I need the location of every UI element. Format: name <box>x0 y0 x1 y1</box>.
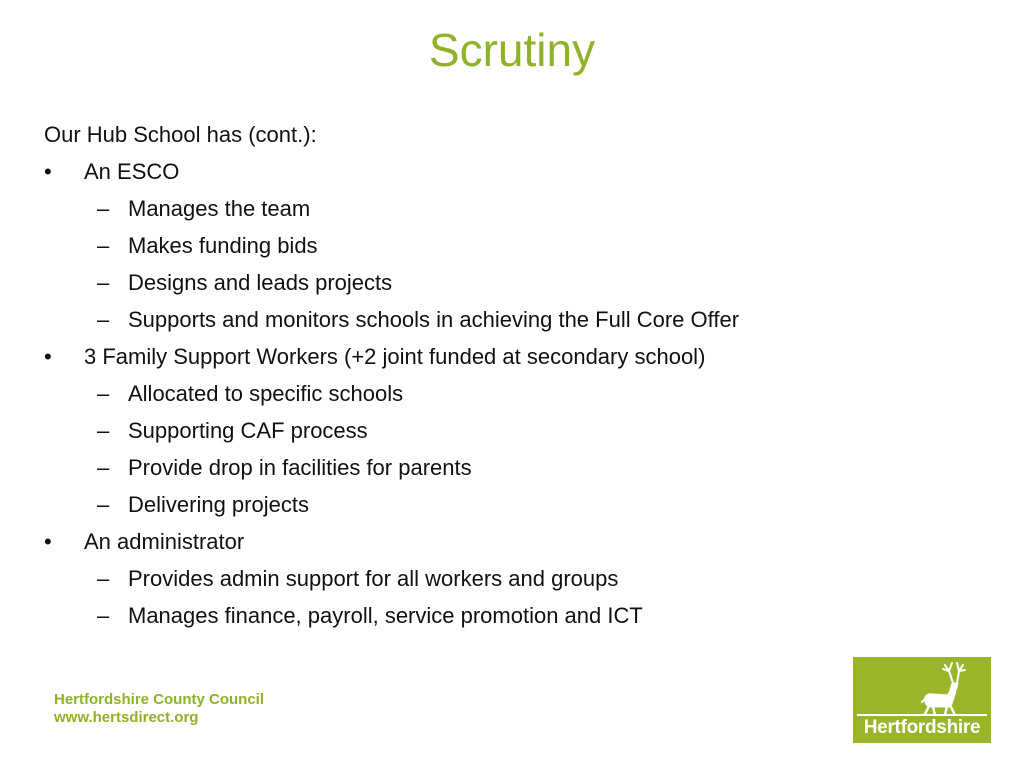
dash-marker: – <box>97 418 110 443</box>
bullet-text: 3 Family Support Workers (+2 joint funded at secondary school) <box>84 344 706 369</box>
sub-bullet-item <box>44 227 984 264</box>
dash-marker: – <box>97 455 110 480</box>
bullet-text: An ESCO <box>84 159 180 184</box>
sub-bullet-item <box>44 190 984 227</box>
slide-body <box>44 116 984 634</box>
intro-text: Our Hub School has (cont.): <box>44 122 317 147</box>
sub-bullet-text: Manages finance, payroll, service promotion and ICT <box>128 603 643 628</box>
logo-divider <box>857 714 987 716</box>
bullet-text: An administrator <box>84 529 245 554</box>
footer-org: Hertfordshire County Council <box>54 691 265 708</box>
sub-bullet-item <box>44 449 984 486</box>
slide-title: Scrutiny <box>428 24 596 76</box>
logo-wordmark: Hertfordshire <box>863 717 981 738</box>
dash-marker: – <box>97 233 110 258</box>
sub-bullet-text: Provides admin support for all workers and groups <box>128 566 619 591</box>
sub-bullet-text: Supporting CAF process <box>128 418 368 443</box>
sub-bullet-item <box>44 264 984 301</box>
intro-line <box>44 116 984 153</box>
sub-bullet-item <box>44 560 984 597</box>
hertfordshire-logo <box>853 657 991 743</box>
sub-bullet-text: Designs and leads projects <box>128 270 393 295</box>
bullet-item <box>44 338 984 375</box>
sub-bullet-item <box>44 301 984 338</box>
sub-bullet-text: Makes funding bids <box>128 233 318 258</box>
bullet-item <box>44 523 984 560</box>
sub-bullet-item <box>44 597 984 634</box>
sub-bullet-item <box>44 412 984 449</box>
dash-marker: – <box>97 307 110 332</box>
sub-bullet-item <box>44 375 984 412</box>
footer-url[interactable]: www.hertsdirect.org <box>54 709 199 726</box>
dash-marker: – <box>97 196 110 221</box>
bullet-marker: • <box>44 159 52 184</box>
sub-bullet-text: Supports and monitors schools in achieving the Full Core Offer <box>128 307 740 332</box>
bullet-marker: • <box>44 344 52 369</box>
stag-icon <box>853 657 991 717</box>
dash-marker: – <box>97 566 110 591</box>
bullet-marker: • <box>44 529 52 554</box>
dash-marker: – <box>97 492 110 517</box>
footer <box>54 691 264 727</box>
sub-bullet-item <box>44 486 984 523</box>
dash-marker: – <box>97 603 110 628</box>
bullet-item <box>44 153 984 190</box>
sub-bullet-text: Manages the team <box>128 196 311 221</box>
dash-marker: – <box>97 270 110 295</box>
sub-bullet-text: Delivering projects <box>128 492 309 517</box>
sub-bullet-text: Provide drop in facilities for parents <box>128 455 472 480</box>
dash-marker: – <box>97 381 110 406</box>
sub-bullet-text: Allocated to specific schools <box>128 381 404 406</box>
